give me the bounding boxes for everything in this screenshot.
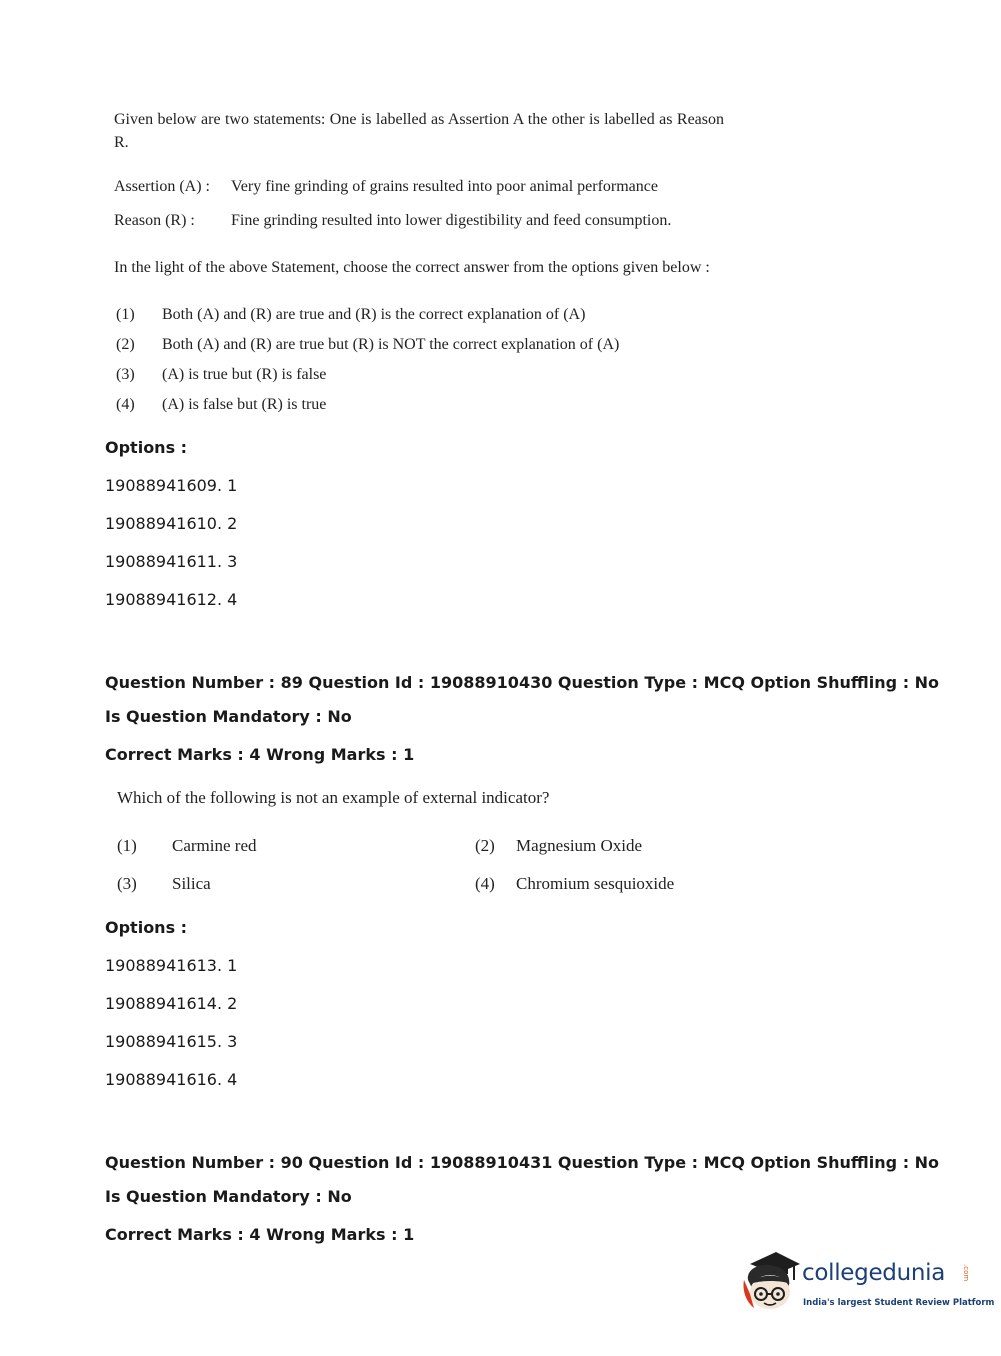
q89-choice-num: (4) xyxy=(475,874,495,893)
logo-wordmark: collegedunia xyxy=(802,1260,946,1286)
q89-options-heading: Options : xyxy=(105,918,188,937)
q88-choice-text: (A) is false but (R) is true xyxy=(162,396,327,413)
q88-choice-text: (A) is true but (R) is false xyxy=(162,366,327,383)
q88-option-id: 19088941610. 2 xyxy=(105,514,238,533)
q89-choice-text: Carmine red xyxy=(172,836,257,855)
q89-choice-text: Chromium sesquioxide xyxy=(516,874,675,893)
assertion-label: Assertion (A) : xyxy=(114,178,210,195)
q89-meta-line: Question Number : 89 Question Id : 19088910430 Question Type : MCQ Option Shuffling : No xyxy=(105,673,940,692)
reason-text: Fine grinding resulted into lower digestibility and feed consumption. xyxy=(231,212,672,229)
q88-choice-num: (2) xyxy=(116,336,135,353)
q89-question: Which of the following is not an example of external indicator? xyxy=(117,788,550,807)
q88-option-id: 19088941609. 1 xyxy=(105,476,238,495)
logo-tagline: India's largest Student Review Platform xyxy=(803,1298,995,1308)
q88-option-id: 19088941611. 3 xyxy=(105,552,238,571)
q88-choice-num: (4) xyxy=(116,396,135,413)
q90-mandatory: Is Question Mandatory : No xyxy=(105,1187,352,1206)
q89-choice-num: (2) xyxy=(475,836,495,855)
logo-com: .com xyxy=(962,1264,970,1282)
q89-choice-text: Silica xyxy=(172,874,211,893)
q89-marks: Correct Marks : 4 Wrong Marks : 1 xyxy=(105,745,415,764)
q89-option-id: 19088941615. 3 xyxy=(105,1032,238,1051)
q88-options-heading: Options : xyxy=(105,438,188,457)
q89-choice-num: (3) xyxy=(117,874,137,893)
q89-option-id: 19088941616. 4 xyxy=(105,1070,238,1089)
q88-choice-num: (3) xyxy=(116,366,135,383)
collegedunia-logo xyxy=(742,1250,995,1320)
reason-label: Reason (R) : xyxy=(114,212,195,229)
q88-choice-text: Both (A) and (R) are true but (R) is NOT the correct explanation of (A) xyxy=(162,336,620,353)
q90-marks: Correct Marks : 4 Wrong Marks : 1 xyxy=(105,1225,415,1244)
q89-option-id: 19088941614. 2 xyxy=(105,994,238,1013)
assertion-text: Very fine grinding of grains resulted into poor animal performance xyxy=(231,178,658,195)
q89-mandatory: Is Question Mandatory : No xyxy=(105,707,352,726)
q89-choice-num: (1) xyxy=(117,836,137,855)
q90-meta-line: Question Number : 90 Question Id : 19088910431 Question Type : MCQ Option Shuffling : No xyxy=(105,1153,940,1172)
q88-choice-text: Both (A) and (R) are true and (R) is the correct explanation of (A) xyxy=(162,306,586,323)
mascot-icon xyxy=(742,1250,802,1320)
q88-choice-num: (1) xyxy=(116,306,135,323)
q89-option-id: 19088941613. 1 xyxy=(105,956,238,975)
q88-option-id: 19088941612. 4 xyxy=(105,590,238,609)
q89-choice-text: Magnesium Oxide xyxy=(516,836,643,855)
q88-intro: Given below are two statements: One is labelled as Assertion A the other is labelled as Reason R. xyxy=(114,111,724,151)
q88-instruction: In the light of the above Statement, choose the correct answer from the options given below : xyxy=(114,259,710,276)
